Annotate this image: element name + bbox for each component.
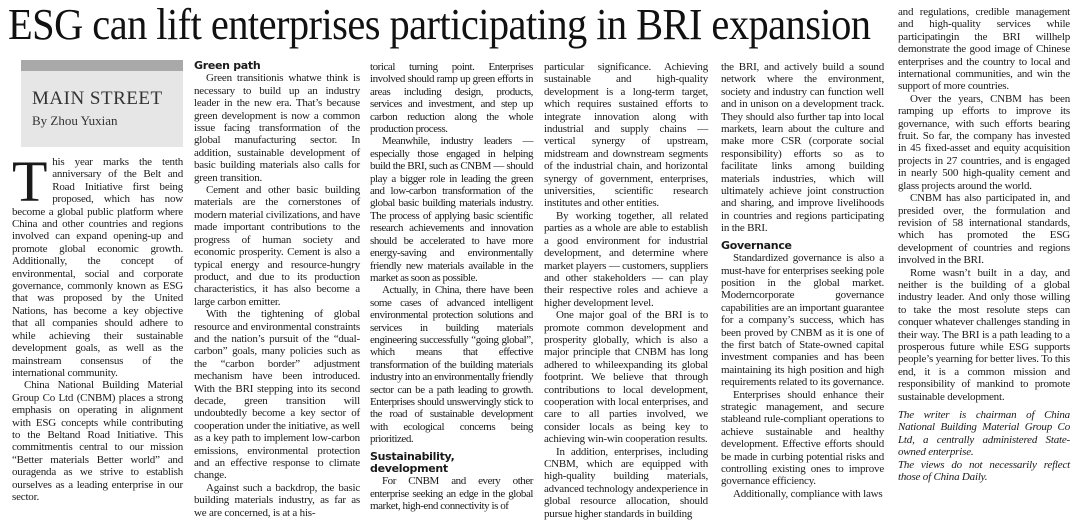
paragraph: torical turning point. Enterprises involved should ramp up green efforts in areas including design, products, services and investment, and step up carbon reduction along the whole production process. (370, 61, 533, 136)
paragraph: With the tightening of global resource and environmental constraints and the nation’s pursuit of the “dual-carbon” goals, many policies such as the “carbon border” adjustment mechanism have been introduced. With the BRI stepping into its second decade, green transition will undoubtedly become a key sector of cooperation under the initiative, as well as a key path to implement low-carbon emissions, environmental protection and an effective response to climate change. (194, 308, 360, 482)
paragraph: Actually, in China, there have been some cases of advanced intelligent environmental protection solutions and services in building materials engineering successfully “going global”, which means that effective transformation of the building materials industry into an environmentally friendly sector can be a path leading to growth. Enterprises should unswervingly stick to the road of sustainable development with ecological concerns being prioritized. (370, 284, 534, 446)
paragraph: Standardized governance is also a must-have for enterprises seeking pole position in the global market. Moderncorporate governance capabilities are an important guarantee for a company’s success, which has been proved by CNBM as it is one of the first batch of State-owned capital investment companies and has been maintaining its high position and high requirements related to its governance. (721, 252, 884, 389)
headline: ESG can lift enterprises participating in BRI expansion (8, 0, 871, 49)
lead-paragraph (12, 149, 183, 379)
article-column-6 (898, 6, 1070, 483)
column-label-box (21, 60, 183, 147)
article-column-2 (194, 60, 360, 519)
paragraph: In addition, enterprises, including CNBM, which are equipped with high-quality building materials, advanced technology andexperience in global resource allocation, should pursue higher standards in building (544, 445, 708, 520)
paragraph: Additionally, compliance with laws (733, 487, 883, 500)
section-heading-green-path: Green path (194, 59, 261, 72)
section-heading-governance: Governance (721, 238, 792, 252)
column-kicker: MAIN STREET (32, 88, 163, 109)
paragraph: Cement and other basic building materials are the cornerstones of modern material civilizations, and have made important contributions to the progress of human society and economic prosperity. Cement is also a typical energy and resource-hungry product, and due to its production characteristics, it has also become a large carbon emitter. (194, 184, 360, 308)
drop-cap: T (12, 149, 48, 214)
paragraph: Meanwhile, industry leaders — especially those engaged in helping build the BRI, such as CNBM — should play a bigger role in leading the green and low-carbon transformation of the global basic building materials industry. The process of applying basic scientific research achievements and innovation should be accelerated to have more energy-saving and environmentally friendly new materials available in the market as soon as possible. (370, 135, 533, 284)
byline: By Zhou Yuxian (32, 113, 118, 128)
paragraph: Green transitionis whatwe think is necessary to build up an industry leader in the new era. That’s because green development is now a common issue facing transformation of the global manufacturing sector. In addition, sustainable development of basic building materials also calls for green transition. (194, 72, 360, 184)
paragraph: and regulations, credible management and high-quality services while participatingin the BRI willhelp demonstrate the good image of Chinese enterprises and the country to local and international communities, and win the support of more countries. (898, 6, 1070, 93)
paragraph: Rome wasn’t built in a day, and neither is the building of a global industry leader. And only those willing to take the most resolute steps can conquer whatever challenges standing in their way. The BRI is a path leading to a prosperous future while ESG supports people’s yearning for better lives. To this end, it is a common mission and responsibility of mankind to promote sustainable development. (898, 266, 1070, 403)
paragraph: For CNBM and every other enterprise seeking an edge in the global market, high-end connectivity is of (370, 475, 533, 513)
paragraph: One major goal of the BRI is to promote common development and prosperity globally, which is also a major principle that CNBM has long adhered to whileexpanding its global footprint. We believe that through contributions to local development, cooperation with local enterprises, and care to all parties involved, we consider locals as being key to achieving win-win cooperation results. (544, 309, 708, 446)
box-accent-bar (21, 60, 183, 71)
article-column-4 (544, 61, 708, 520)
article-column-5 (721, 61, 884, 500)
paragraph: the BRI, and actively build a sound network where the environment, society and industry can function well and in unison on a development track. They should also further tap into local markets, learn about the culture and make more CSR (corporate social responsibility) efforts so as to facilitate links among building materials industries, which will ultimately achieve joint construction and sharing, and improve livelihoods in countries and regions participating in the BRI. (721, 61, 884, 235)
lead-text: his year marks the tenth anniversary of the Belt and Road Initiative first being proposed, which has now become a global public platform where China and other countries and regions involved can expand opening-up and promote global economic growth. Additionally, the concept of environmental, social and corporate governance, commonly known as ESG that was proposed by the United Nations, has become a key objective that all companies should adhere to while achieving their sustainable development goals, as well as the mainstream consensus of the international community. (12, 156, 183, 379)
paragraph: Against such a backdrop, the basic building materials industry, as far as we are concerned, is at a his- (194, 481, 360, 519)
article-column-1 (12, 149, 183, 503)
disclaimer: The views do not necessarily reflect those of China Daily. (898, 458, 1070, 484)
author-note: The writer is chairman of China National Building Material Group Co Ltd, a centrally administered State-owned enterprise. (898, 409, 1070, 459)
paragraph: China National Building Material Group Co Ltd (CNBM) places a strong emphasis on operating in alignment with ESG concepts while contributing to the Beltand Road Initiative. This commitmentis central to our mission “Better materials Better world” and ouragenda as we strive to establish ourselves as a leading enterprise in our sector. (12, 379, 183, 503)
section-heading-sustainability: Sustainability, development (370, 449, 455, 475)
paragraph: CNBM has also participated in, and presided over, the formulation and revision of 58 international standards, which has promoted the ESG development of countries and regions involved in the BRI. (898, 192, 1070, 267)
paragraph: particular significance. Achieving sustainable and high-quality development is a long-term target, which requires sustained efforts to integrate innovation along with industrial and supply chains — vertical synergy of upstream, midstream and downstream segments of the industrial chain, and horizontal synergy of government, enterprises, universities, scientific research institutes and other entities. (544, 61, 708, 210)
paragraph: Over the years, CNBM has been ramping up efforts to improve its governance, with such efforts bearing fruit. So far, the company has invested in 45 fixed-asset and equity acquisition projects in 27 countries, and is engaged in nearly 500 high-quality cement and glass projects around the world. (898, 92, 1070, 192)
article-column-3 (370, 61, 533, 513)
paragraph: By working together, all related parties as a whole are able to establish a good environment for industrial development, and determine where market players — customers, suppliers and other stakeholders — can play their respective roles and achieve a higher development level. (544, 209, 708, 309)
paragraph: Enterprises should enhance their strategic management, and secure stableand rule-compliant operations to achieve sustainable and healthy development. Effective efforts should be made in curbing potential risks and controlling existing ones to improve governance efficiency. (721, 388, 884, 488)
